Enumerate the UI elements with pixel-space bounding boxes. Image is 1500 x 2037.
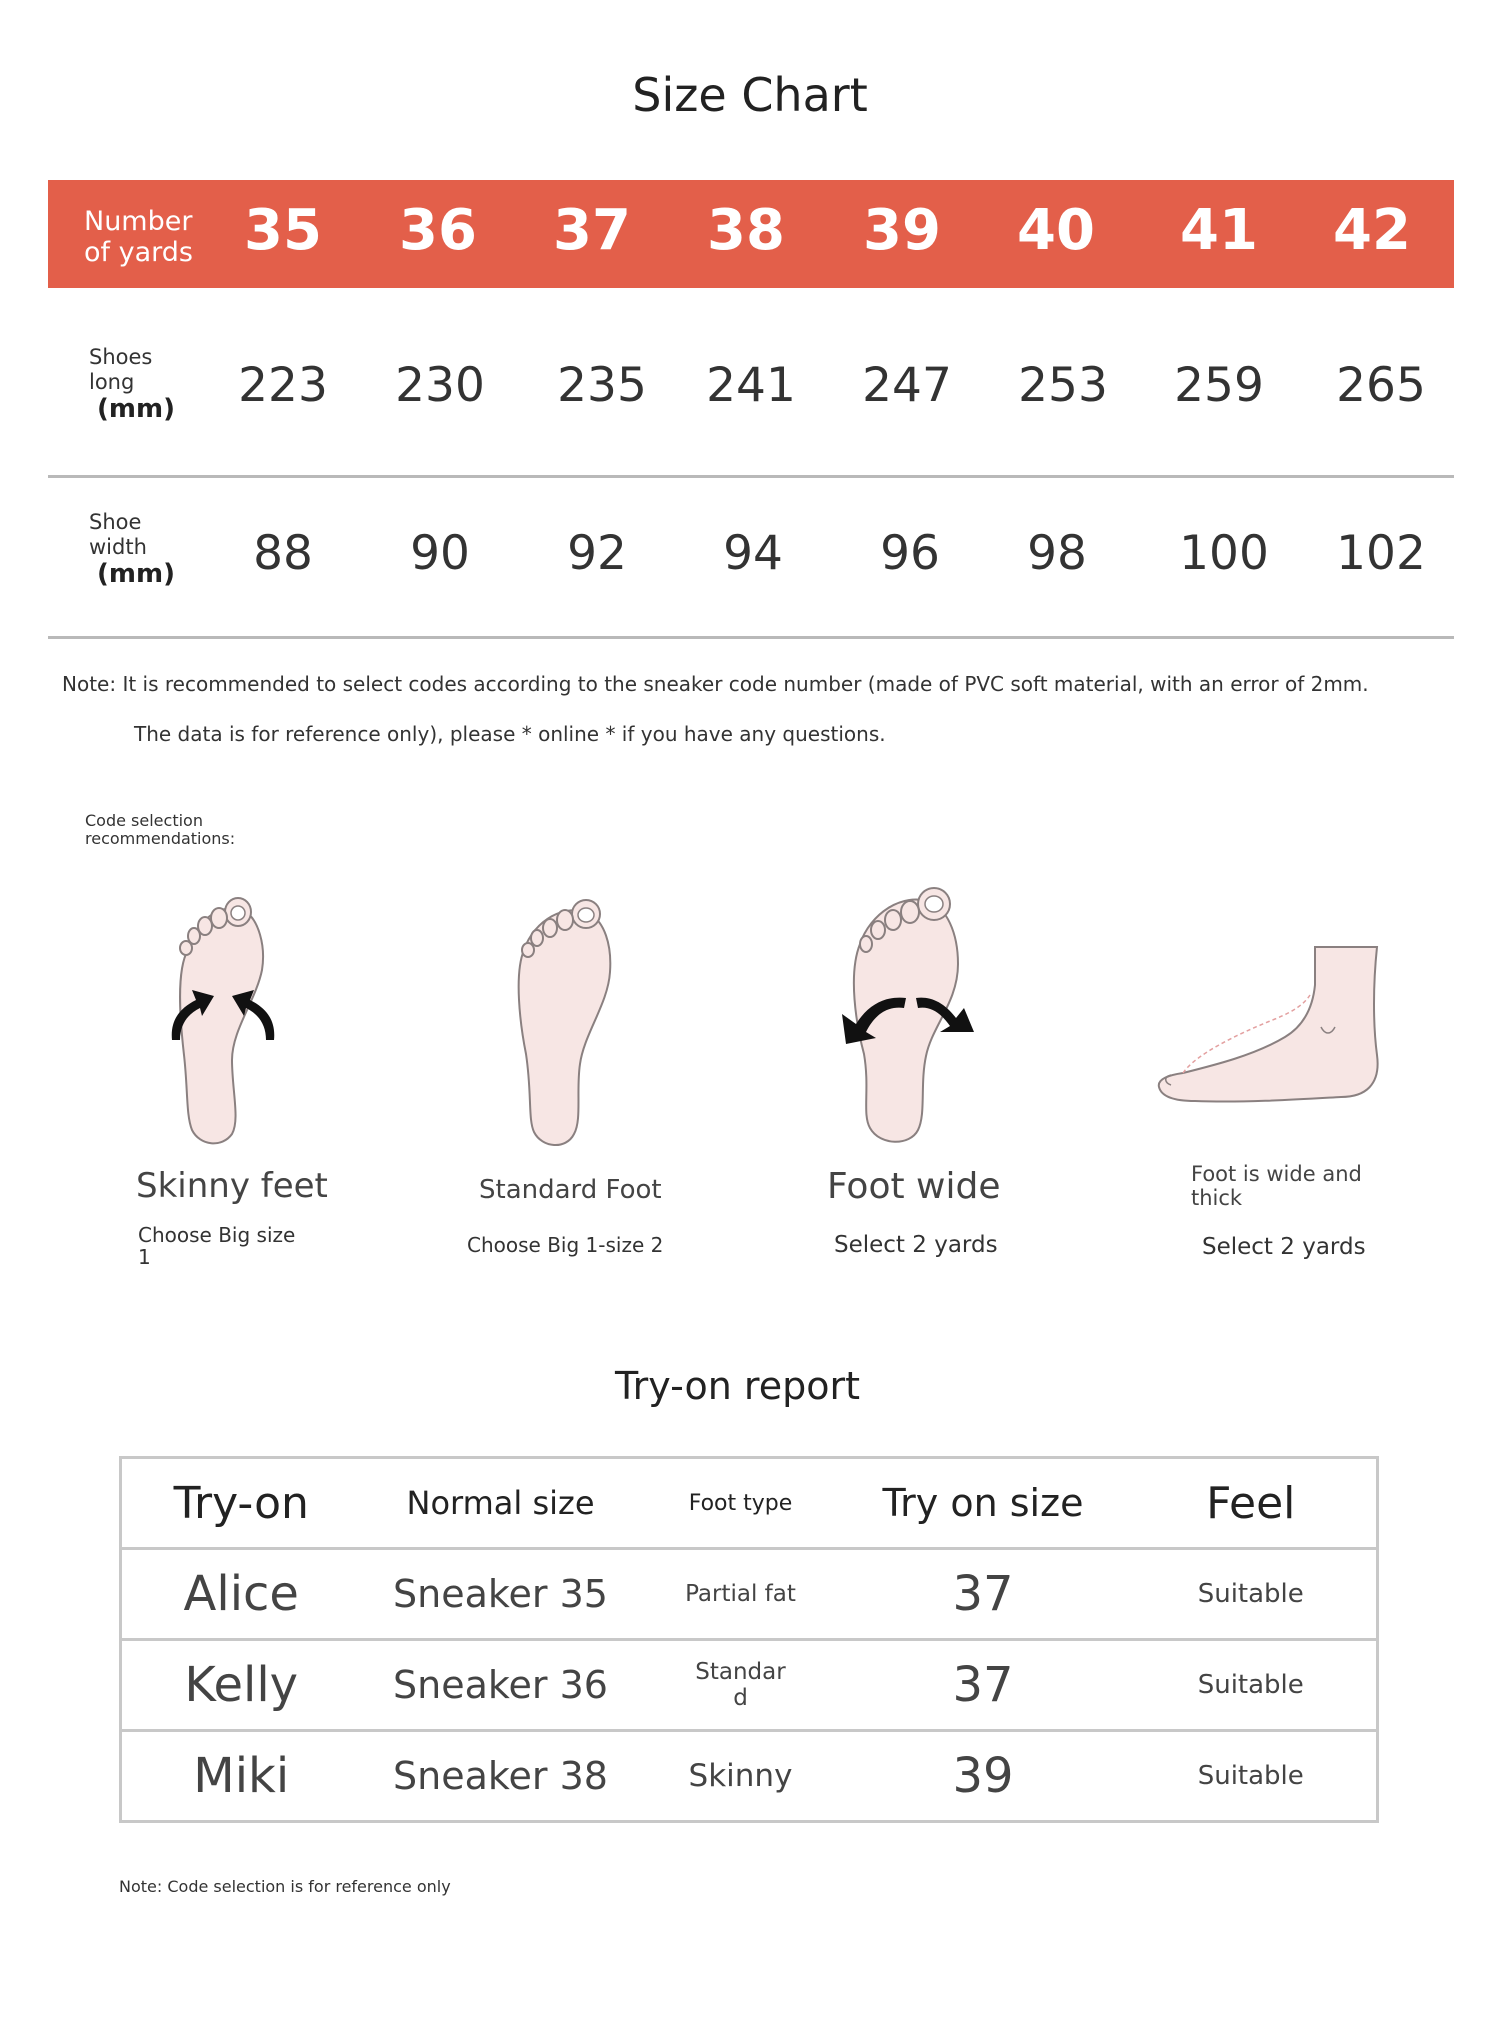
header-label-line-2: of yards — [84, 237, 193, 268]
width-39: 96 — [880, 526, 940, 581]
row-unit-width: (mm) — [97, 559, 175, 589]
cell-foot-type-line-2: d — [733, 1685, 748, 1711]
size-header-39: 39 — [863, 198, 941, 263]
width-38: 94 — [723, 526, 783, 581]
length-38: 241 — [706, 358, 796, 413]
size-header-42: 42 — [1333, 198, 1411, 263]
skinny-foot-illustration — [162, 890, 282, 1148]
page-title: Size Chart — [632, 68, 868, 122]
standard-foot-illustration — [510, 894, 620, 1148]
size-header-40: 40 — [1017, 198, 1095, 263]
foot-type-skinny: Skinny feet — [136, 1166, 328, 1206]
size-header-35: 35 — [244, 198, 322, 263]
footer-note: Note: Code selection is for reference only — [119, 1877, 451, 1896]
header-tryon: Try-on — [121, 1458, 361, 1549]
table-row — [121, 1640, 1378, 1731]
row-label-length — [89, 345, 175, 422]
row-label-length-line-1: Shoes — [89, 345, 153, 369]
cell-foot-type: Skinny — [641, 1731, 841, 1822]
cell-foot-type — [641, 1640, 841, 1731]
row-label-width — [89, 510, 175, 587]
header-try-on-size: Try on size — [841, 1458, 1126, 1549]
width-40: 98 — [1027, 526, 1087, 581]
row-label-width-line-1: Shoe — [89, 510, 142, 534]
header-label-line-1: Number — [84, 206, 193, 237]
foot-type-wide-thick-line-1: Foot is wide and — [1191, 1162, 1362, 1186]
table-header-row — [121, 1458, 1378, 1549]
length-41: 259 — [1174, 358, 1264, 413]
row-label-width-line-2: width — [89, 535, 147, 559]
header-label — [84, 206, 193, 268]
header-foot-type: Foot type — [641, 1458, 841, 1549]
cell-feel: Suitable — [1126, 1549, 1378, 1640]
row-unit-length: (mm) — [97, 394, 175, 424]
tip-wide: Select 2 yards — [834, 1232, 998, 1258]
tryon-title: Try-on report — [615, 1364, 860, 1408]
cell-feel: Suitable — [1126, 1640, 1378, 1731]
row-divider — [48, 636, 1454, 639]
recommendations-title-line-1: Code selection — [85, 811, 203, 830]
note-line-2: The data is for reference only), please * online * if you have any questions. — [134, 722, 886, 746]
cell-try-size: 37 — [841, 1549, 1126, 1640]
length-40: 253 — [1018, 358, 1108, 413]
cell-try-size: 37 — [841, 1640, 1126, 1731]
recommendations-title — [85, 812, 235, 848]
wide-foot-illustration — [840, 884, 980, 1148]
cell-name: Alice — [121, 1549, 361, 1640]
size-header-37: 37 — [553, 198, 631, 263]
size-header-38: 38 — [707, 198, 785, 263]
cell-name: Kelly — [121, 1640, 361, 1731]
row-label-length-line-2: long — [89, 370, 135, 394]
width-36: 90 — [410, 526, 470, 581]
length-37: 235 — [557, 358, 647, 413]
length-35: 223 — [238, 358, 328, 413]
note-line-1: Note: It is recommended to select codes according to the sneaker code number (made of PVC soft material, with an error of 2mm. — [62, 672, 1369, 696]
tip-skinny — [138, 1224, 295, 1268]
tip-skinny-line-2: 1 — [138, 1245, 151, 1269]
header-feel: Feel — [1126, 1458, 1378, 1549]
tryon-table — [119, 1456, 1379, 1823]
table-row — [121, 1549, 1378, 1640]
thick-foot-side-illustration — [1155, 945, 1380, 1105]
size-chart-header — [48, 180, 1454, 288]
foot-type-wide-thick — [1191, 1162, 1362, 1210]
cell-normal-size: Sneaker 36 — [361, 1640, 641, 1731]
cell-normal-size: Sneaker 38 — [361, 1731, 641, 1822]
tip-standard: Choose Big 1-size 2 — [467, 1233, 664, 1257]
tip-skinny-line-1: Choose Big size — [138, 1223, 296, 1247]
header-normal-size: Normal size — [361, 1458, 641, 1549]
foot-type-wide: Foot wide — [827, 1166, 1001, 1207]
row-divider — [48, 475, 1454, 478]
cell-name: Miki — [121, 1731, 361, 1822]
cell-normal-size: Sneaker 35 — [361, 1549, 641, 1640]
recommendations-title-line-2: recommendations: — [85, 829, 236, 848]
length-39: 247 — [862, 358, 952, 413]
length-42: 265 — [1336, 358, 1426, 413]
size-header-36: 36 — [399, 198, 477, 263]
cell-feel: Suitable — [1126, 1731, 1378, 1822]
tip-wide-thick: Select 2 yards — [1202, 1234, 1366, 1260]
size-header-41: 41 — [1180, 198, 1258, 263]
cell-try-size: 39 — [841, 1731, 1126, 1822]
width-41: 100 — [1179, 526, 1269, 581]
width-42: 102 — [1336, 526, 1426, 581]
foot-type-standard: Standard Foot — [479, 1175, 662, 1205]
width-35: 88 — [253, 526, 313, 581]
cell-foot-type-line-1: Standar — [695, 1659, 786, 1685]
cell-foot-type: Partial fat — [641, 1549, 841, 1640]
length-36: 230 — [395, 358, 485, 413]
table-row — [121, 1731, 1378, 1822]
foot-type-wide-thick-line-2: thick — [1191, 1186, 1243, 1210]
width-37: 92 — [567, 526, 627, 581]
